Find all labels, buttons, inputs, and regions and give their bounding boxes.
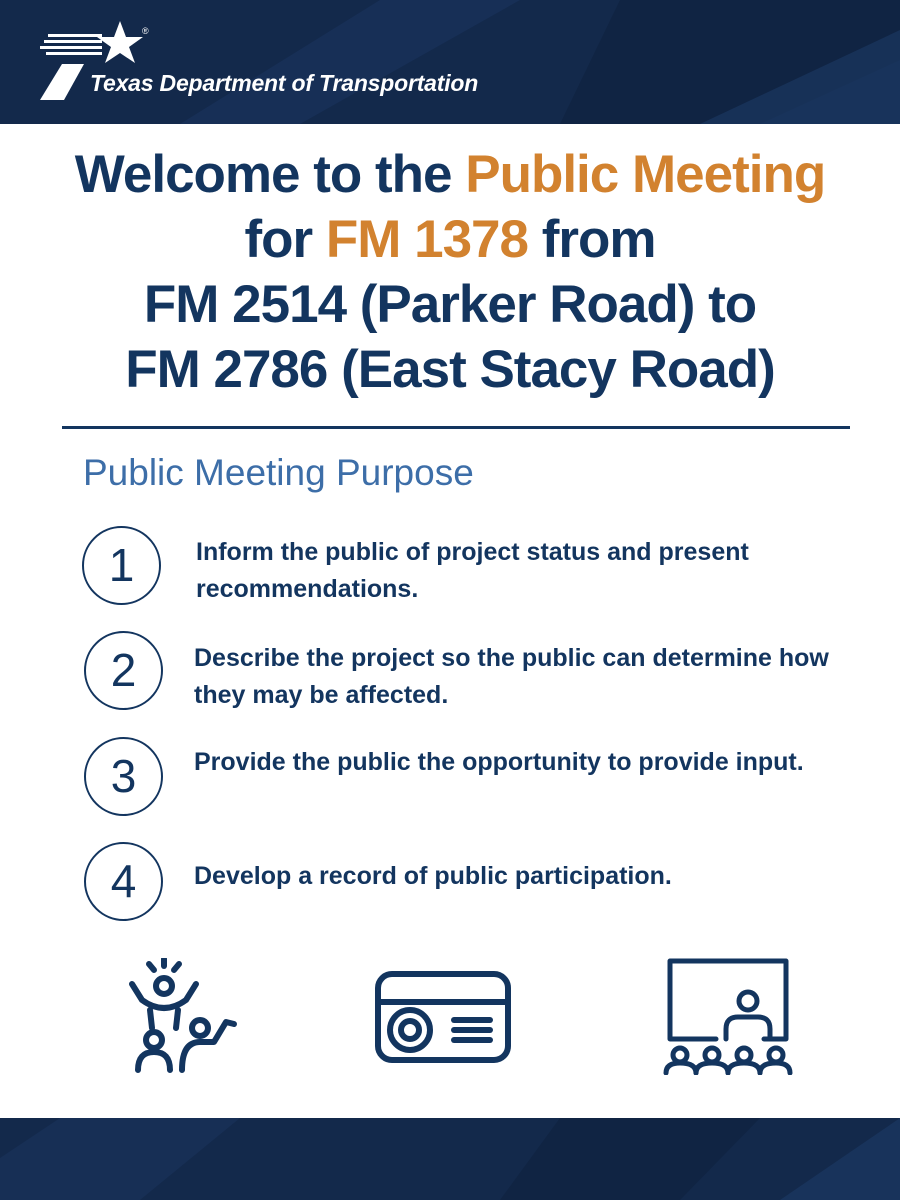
footer-band [0, 1118, 900, 1200]
title-text: for [244, 210, 326, 269]
title-line-2 [0, 207, 900, 272]
title-accent-public-meeting: Public Meeting [465, 145, 826, 204]
title-accent-fm-1378: FM 1378 [325, 210, 529, 269]
purpose-item-text: Develop a record of public participation. [194, 862, 672, 890]
title-line-3: FM 2514 (Parker Road) to [143, 275, 757, 334]
section-heading: Public Meeting Purpose [83, 452, 474, 493]
footer-background-pattern [0, 1118, 900, 1200]
number-circle: 1 [82, 526, 161, 605]
number-circle: 4 [84, 842, 163, 921]
trademark-symbol: ® [142, 26, 149, 36]
header-band [0, 0, 900, 124]
projector-icon [372, 968, 517, 1073]
people-raising-hands-icon [118, 958, 248, 1078]
number-circle: 3 [84, 737, 163, 816]
purpose-item-text: Describe the project so the public can determine how they may be affected. [194, 644, 829, 709]
page-title [0, 142, 900, 402]
title-text: Welcome to the [74, 145, 466, 204]
title-line-1 [0, 142, 900, 207]
txdot-logo [40, 18, 500, 104]
number-circle: 2 [84, 631, 163, 710]
title-text: from [528, 210, 656, 269]
org-name: Texas Department of Transportation [90, 70, 479, 96]
divider [62, 426, 850, 429]
purpose-item-text: Provide the public the opportunity to provide input. [194, 748, 804, 776]
title-line-4: FM 2786 (East Stacy Road) [125, 340, 775, 399]
purpose-item-text: Inform the public of project status and present recommendations. [196, 538, 749, 603]
presentation-audience-icon [660, 955, 795, 1080]
